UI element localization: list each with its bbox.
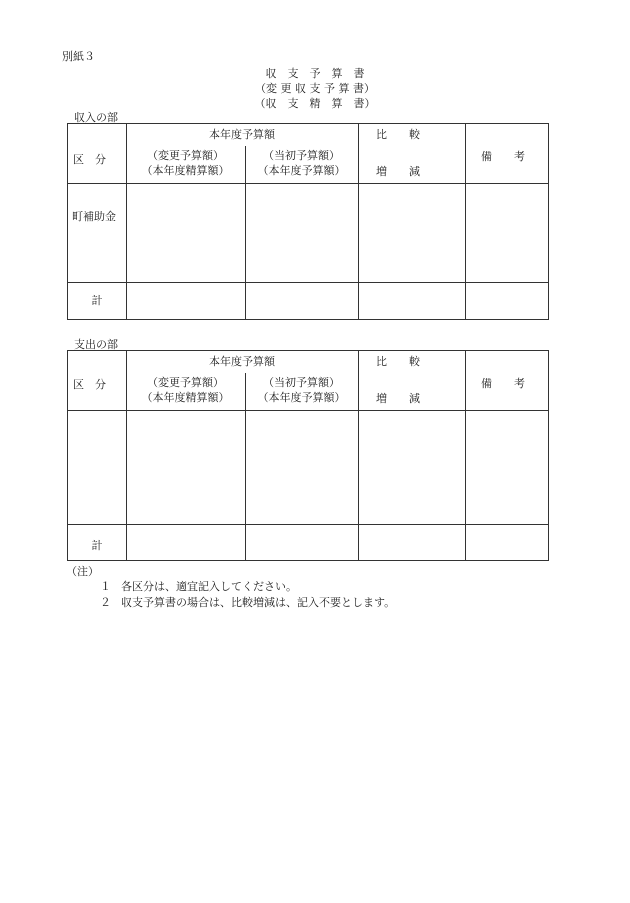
income-section-label: 収入の部 (74, 111, 118, 124)
expense-compare-header: 比 較 (376, 355, 420, 368)
expense-total-divider (68, 524, 548, 525)
income-initial-budget-header: （当初予算額） (263, 149, 340, 162)
expense-category-header: 区 分 (73, 378, 106, 391)
expense-remarks-header: 備 考 (481, 377, 525, 390)
expense-initial-current-header: （本年度予算額） (257, 391, 346, 404)
note-item-1-text: 各区分は、適宜記入してください。 (121, 580, 297, 593)
notes-heading: （注） (66, 565, 99, 578)
note-item-2-number: ２ (100, 596, 111, 609)
income-col-divider-4 (465, 124, 466, 319)
income-table (67, 123, 549, 320)
expense-header-divider (68, 410, 548, 411)
income-col-divider-3 (358, 124, 359, 319)
income-total-divider (68, 282, 548, 283)
expense-col-divider-3 (358, 351, 359, 560)
note-item-2-text: 収支予算書の場合は、比較増減は、記入不要とします。 (121, 596, 396, 609)
income-remarks-header: 備 考 (481, 150, 525, 163)
income-category-header: 区 分 (73, 153, 106, 166)
income-initial-current-header: （本年度予算額） (257, 164, 346, 177)
income-diff-header: 増 減 (376, 165, 420, 178)
expense-changed-budget-header: （変更予算額） (147, 376, 224, 389)
note-item-1-number: １ (100, 580, 111, 593)
income-row-label: 町補助金 (72, 210, 116, 223)
expense-total-label: 計 (91, 539, 103, 552)
expense-changed-settlement-header: （本年度精算額） (141, 391, 230, 404)
expense-col-divider-4 (465, 351, 466, 560)
expense-budget-group-header: 本年度予算額 (209, 355, 275, 368)
document-title-alt-1: （変 更 収 支 予 算 書） (255, 82, 375, 95)
expense-diff-header: 増 減 (376, 392, 420, 405)
document-title: 収 支 予 算 書 (265, 67, 365, 80)
expense-initial-budget-header: （当初予算額） (263, 376, 340, 389)
income-changed-settlement-header: （本年度精算額） (141, 164, 230, 177)
income-changed-budget-header: （変更予算額） (147, 149, 224, 162)
income-header-divider (68, 183, 548, 184)
expense-table (67, 350, 549, 561)
income-total-label: 計 (91, 294, 103, 307)
income-budget-group-header: 本年度予算額 (209, 128, 275, 141)
attachment-label: 別紙３ (62, 50, 95, 63)
document-title-alt-2: （収 支 精 算 書） (254, 97, 376, 110)
income-compare-header: 比 較 (376, 128, 420, 141)
expense-section-label: 支出の部 (74, 338, 118, 351)
